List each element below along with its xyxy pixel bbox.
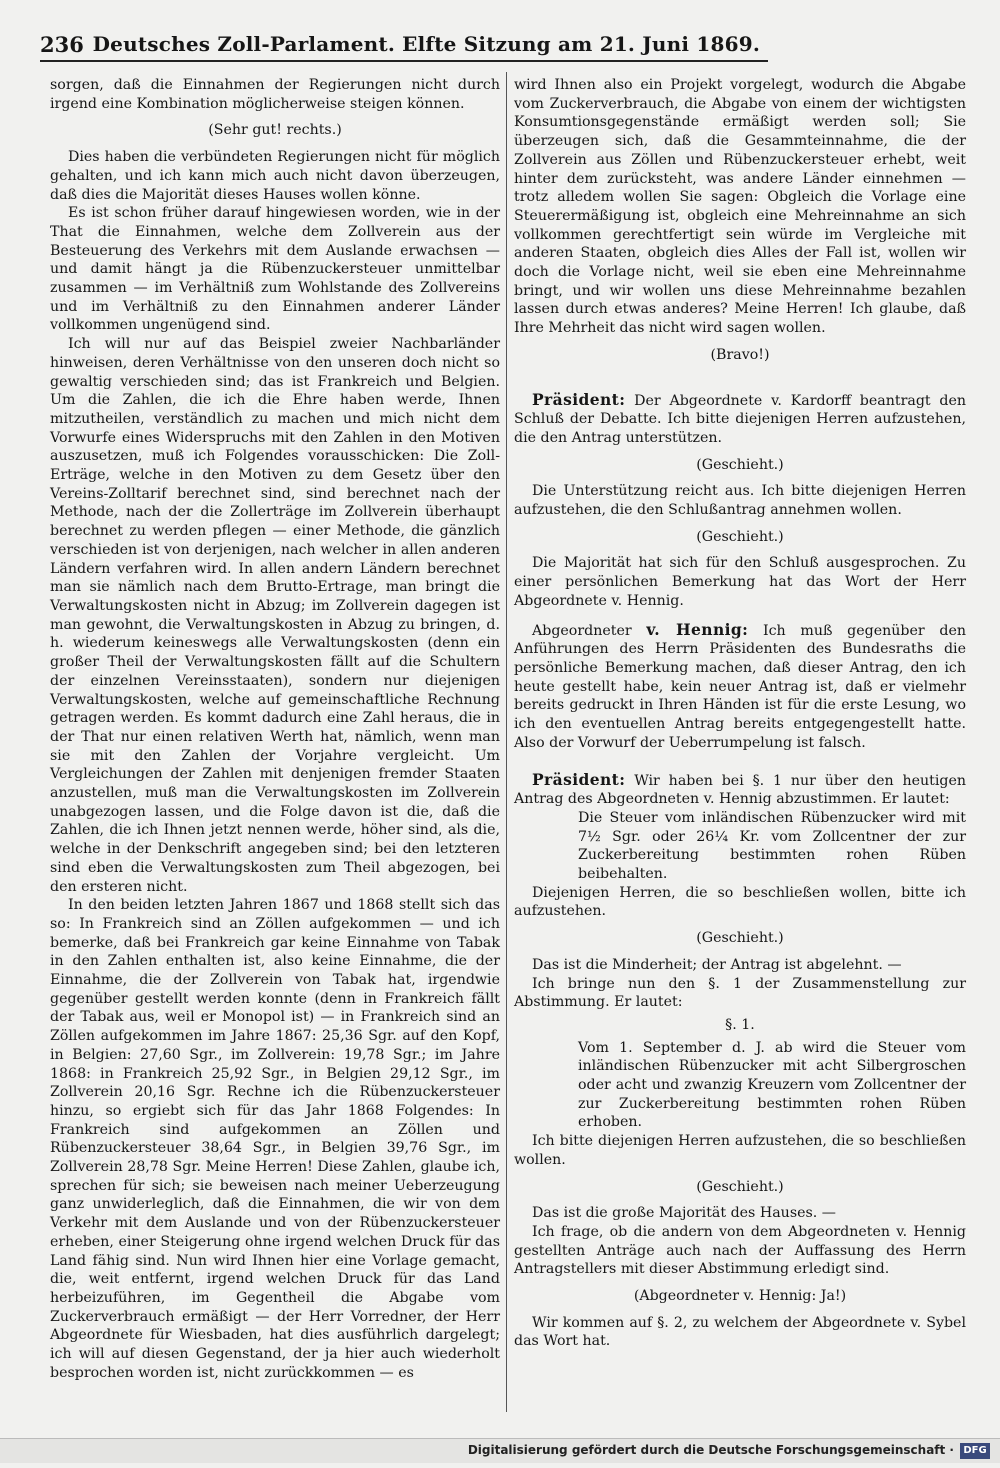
body-paragraph: Ich bitte diejenigen Herren aufzustehen, die so beschließen wollen. bbox=[514, 1133, 966, 1168]
body-paragraph: Diejenigen Herren, die so beschließen wollen, bitte ich aufzustehen. bbox=[514, 884, 966, 920]
stage-direction: (Bravo!) bbox=[710, 346, 770, 363]
spacer bbox=[514, 373, 966, 391]
speech-paragraph bbox=[514, 391, 966, 448]
stage-direction: (Abgeordneter v. Hennig: Ja!) bbox=[633, 1288, 847, 1305]
body-paragraph: Die Unterstützung reicht aus. Ich bitte diejenigen Herren aufzustehen, die den Schlußantrag annehmen wollen. bbox=[514, 483, 966, 519]
speaker-name: Präsident: bbox=[532, 769, 626, 789]
speech-text: Ich muß gegenüber den Anführungen des Herrn Präsidenten des Bundesraths die persönliche Bemerkung machen, daß dieser Antrag, den ich heute gestellt habe, kein neuer Antrag ist, daß er vielmehr bereits gedruckt in Ihren Händen ist für die erste Lesung, wo ich den eventuellen Antrag bereits entgegengestellt hatte. Also der Vorwurf der Ueberrumpelung ist falsch. bbox=[514, 622, 966, 751]
body-paragraph: Das ist die große Majorität des Hauses. — bbox=[532, 1205, 836, 1222]
body-paragraph: Es ist schon früher darauf hingewiesen worden, wie in der That die Einnahmen, welche dem Zollverein aus der Besteuerung des Verkehrs mit dem Auslande erwachsen — und damit hängt ja die Rübenzuckersteuer unmittelbar zusammen — im Verhältniß zum Wohlstande des Zollvereins und im Verhältniß zu den Einnahmen anderer Länder vollkommen ungenügend sind. bbox=[50, 205, 500, 334]
quoted-motion: Vom 1. September d. J. ab wird die Steuer vom inländischen Rübenzucker mit acht Silbergroschen oder acht und zwanzig Kreuzern vom Zollcentner der zur Zuckerbereitung bestimmten rohen Rüben erhoben. bbox=[578, 1039, 966, 1131]
page-number: 236 bbox=[40, 32, 84, 57]
left-column bbox=[50, 76, 500, 1383]
stage-direction: (Geschieht.) bbox=[696, 930, 784, 947]
body-paragraph: Die Majorität hat sich für den Schluß ausgesprochen. Zu einer persönlichen Bemerkung hat das Wort der Herr Abgeordnete v. Hennig. bbox=[514, 555, 966, 609]
body-paragraph: wird Ihnen also ein Projekt vorgelegt, wodurch die Abgabe vom Zuckerverbrauch, die Abgabe von einem der wichtigsten Konsumtionsgegenstände ermäßigt werden soll; Sie überzeugen sich, daß die Gesammteinnahme, die der Zollverein aus Zöllen und Rübenzuckersteuer erhebt, weit hinter dem zurücksteht, was andere Länder einnehmen — trotz alledem wollen Sie sagen: Obgleich die Vorlage eine Steuerermäßigung ist, obgleich eine Mehreinnahme an sich vollkommen gerechtfertigt sein würde im Vergleiche mit anderen Staaten, obgleich dies Alles der Fall ist, wollen wir doch die Vorlage nicht, weil sie eben eine Mehreinnahme bringt, und wir wollen uns diese Mehreinnahme bezahlen lassen durch etwas anderes? Meine Herren! Ich glaube, daß Ihre Mehrheit das nicht wird sagen wollen. bbox=[514, 77, 966, 337]
speaker-name: v. Hennig: bbox=[646, 619, 749, 639]
section-heading: §. 1. bbox=[725, 1016, 755, 1033]
quoted-motion: Die Steuer vom inländischen Rübenzucker wird mit 7½ Sgr. oder 26¼ Kr. vom Zollcentner der zur Zuckerbereitung bestimmten rohen Rüben beibehalten. bbox=[578, 809, 966, 883]
body-paragraph: Wir kommen auf §. 2, zu welchem der Abgeordnete v. Sybel das Wort hat. bbox=[514, 1314, 966, 1350]
footer-bar bbox=[0, 1438, 1000, 1463]
stage-direction: (Geschieht.) bbox=[696, 528, 784, 545]
body-paragraph: In den beiden letzten Jahren 1867 und 1868 stellt sich das so: In Frankreich sind an Zöllen aufgekommen — und ich bemerke, daß bei Frankreich gar keine Einnahme von Tabak in den Zahlen enthalten ist, also keine Einnahme, die der Einnahme, die der Zollverein von Tabak hat, irgendwie gegenüber gestellt werden konnte (denn in Frankreich fällt der Tabak aus, weil er Monopol ist) — in Frankreich sind an Zöllen aufgekommen im Jahre 1867: 25,36 Sgr. auf den Kopf, in Belgien: 27,60 Sgr., im Zollverein: 19,78 Sgr.; im Jahre 1868: in Frankreich 25,92 Sgr., in Belgien 29,12 Sgr., im Zollverein 20,16 Sgr. Rechne ich die Rübenzuckersteuer hinzu, so ergiebt sich für das Jahr 1868 Folgendes: In Frankreich sind aufgekommen an Zöllen und Rübenzuckersteuer 38,64 Sgr., in Belgien 39,76 Sgr., im Zollverein 28,78 Sgr. Meine Herren! Diese Zahlen, glaube ich, sprechen für sich; sie beweisen nach meiner Ueberzeugung ganz unwiderleglich, daß die Einnahmen, die wir von dem Verkehr mit dem Auslande und von der Rübenzuckersteuer erheben, einer Steigerung ohne irgend welchen Druck für das Land fähig sind. Nun wird Ihnen hier eine Vorlage gemacht, die, weit entfernt, irgend welchen Druck für das Land herbeizuführen, im Gegentheil die Abgabe vom Zuckerverbrauch ermäßigt — der Herr Vorredner, der Herr Abgeordnete für Wiesbaden, hat dies ausführlich dargelegt; ich will auf diesen Gegenstand, der ja hier auch wiederholt besprochen worden ist, nicht zurückkommen — es bbox=[50, 897, 500, 1381]
footer-credit: Digitalisierung gefördert durch die Deutsche Forschungsgemeinschaft · bbox=[467, 1443, 954, 1457]
speech-paragraph bbox=[514, 621, 966, 753]
running-head: Deutsches Zoll-Parlament. Elfte Sitzung am 21. Juni 1869. bbox=[92, 32, 760, 56]
spacer bbox=[514, 753, 966, 771]
body-paragraph: sorgen, daß die Einnahmen der Regierungen nicht durch irgend eine Kombination möglicherweise steigen können. bbox=[50, 77, 500, 112]
right-column bbox=[514, 76, 966, 1351]
speech-paragraph bbox=[514, 771, 966, 809]
body-paragraph: Ich frage, ob die andern von dem Abgeordneten v. Hennig gestellten Anträge auch nach der Auffassung des Herrn Antragstellers mit dieser Abstimmung erledigt sind. bbox=[514, 1223, 966, 1278]
dfg-logo: DFG bbox=[960, 1443, 990, 1459]
speaker-name: Präsident: bbox=[532, 389, 626, 409]
stage-direction: (Sehr gut! rechts.) bbox=[208, 122, 342, 139]
body-paragraph: Das ist die Minderheit; der Antrag ist abgelehnt. — bbox=[532, 956, 902, 973]
speech-text: Der Abgeordnete v. Kardorff beantragt den Schluß der Debatte. Ich bitte diejenigen Herren aufzustehen, die den Antrag unterstützen. bbox=[514, 392, 966, 446]
body-paragraph: Ich will nur auf das Beispiel zweier Nachbarländer hinweisen, deren Verhältnisse von den unseren doch nicht so gewaltig verschieden sind; das ist Frankreich und Belgien. Um die Zahlen, die ich die Ehre haben werde, Ihnen mitzutheilen, verständlich zu machen und mich nicht dem Vorwurfe eines Widerspruchs mit den Zahlen in den Motiven auszusetzen, muß ich Folgendes vorausschicken: Die Zoll-Erträge, welche in den Motiven zu dem Gesetz über den Vereins-Zolltarif berechnet sind, sind berechnet nach der Methode, nach der die Zollerträge im Zollverein überhaupt berechnet zu werden pflegen — einer Methode, die gänzlich verschieden ist von derjenigen, nach welcher in allen anderen Ländern verfahren wird. In allen andern Ländern berechnet man sie nämlich nach dem Brutto-Ertrage, man bringt die Verwaltungskosten nicht in Abzug; im Zollverein dagegen ist man gewohnt, die Verwaltungskosten in Abzug zu bringen, d. h. wiederum keineswegs alle Verwaltungskosten (denn ein großer Theil der Verwaltungskosten fällt auf die Schultern der einzelnen Vereinsstaaten), sondern nur diejenigen Verwaltungskosten, welche auf gemeinschaftliche Rechnung getragen werden. Es kommt dadurch eine Zahl heraus, die in der That nur einen relativen Werth hat, nämlich, wenn man sie mit den Zahlen der Vorjahre vergleicht. Um Vergleichungen der Zahlen mit denjenigen fremder Staaten anzustellen, muß man die Verwaltungskosten im Zollverein unabgezogen lassen, und die Folge davon ist die, daß die Zahlen, die ich Ihnen jetzt nennen werde, höher sind, als die, welche in der Denkschrift angegeben sind; bei den letzteren sind eben die Verwaltungskosten zum Theil abgezogen, bei den ersteren nicht. bbox=[50, 336, 500, 895]
speaker-role: Abgeordneter bbox=[532, 622, 647, 639]
body-paragraph: Ich bringe nun den §. 1 der Zusammenstellung zur Abstimmung. Er lautet: bbox=[514, 975, 966, 1011]
stage-direction: (Geschieht.) bbox=[696, 456, 784, 473]
stage-direction: (Geschieht.) bbox=[696, 1178, 784, 1195]
speech-text: Wir haben bei §. 1 nur über den heutigen Antrag des Abgeordneten v. Hennig abzustimmen. Er lautet: bbox=[514, 772, 966, 808]
page-header bbox=[40, 30, 768, 62]
column-divider bbox=[506, 72, 507, 1412]
body-paragraph: Dies haben die verbündeten Regierungen nicht für möglich gehalten, und ich kann mich auch nicht davon überzeugen, daß dies die Majorität dieses Hauses wollen könne. bbox=[50, 149, 500, 203]
